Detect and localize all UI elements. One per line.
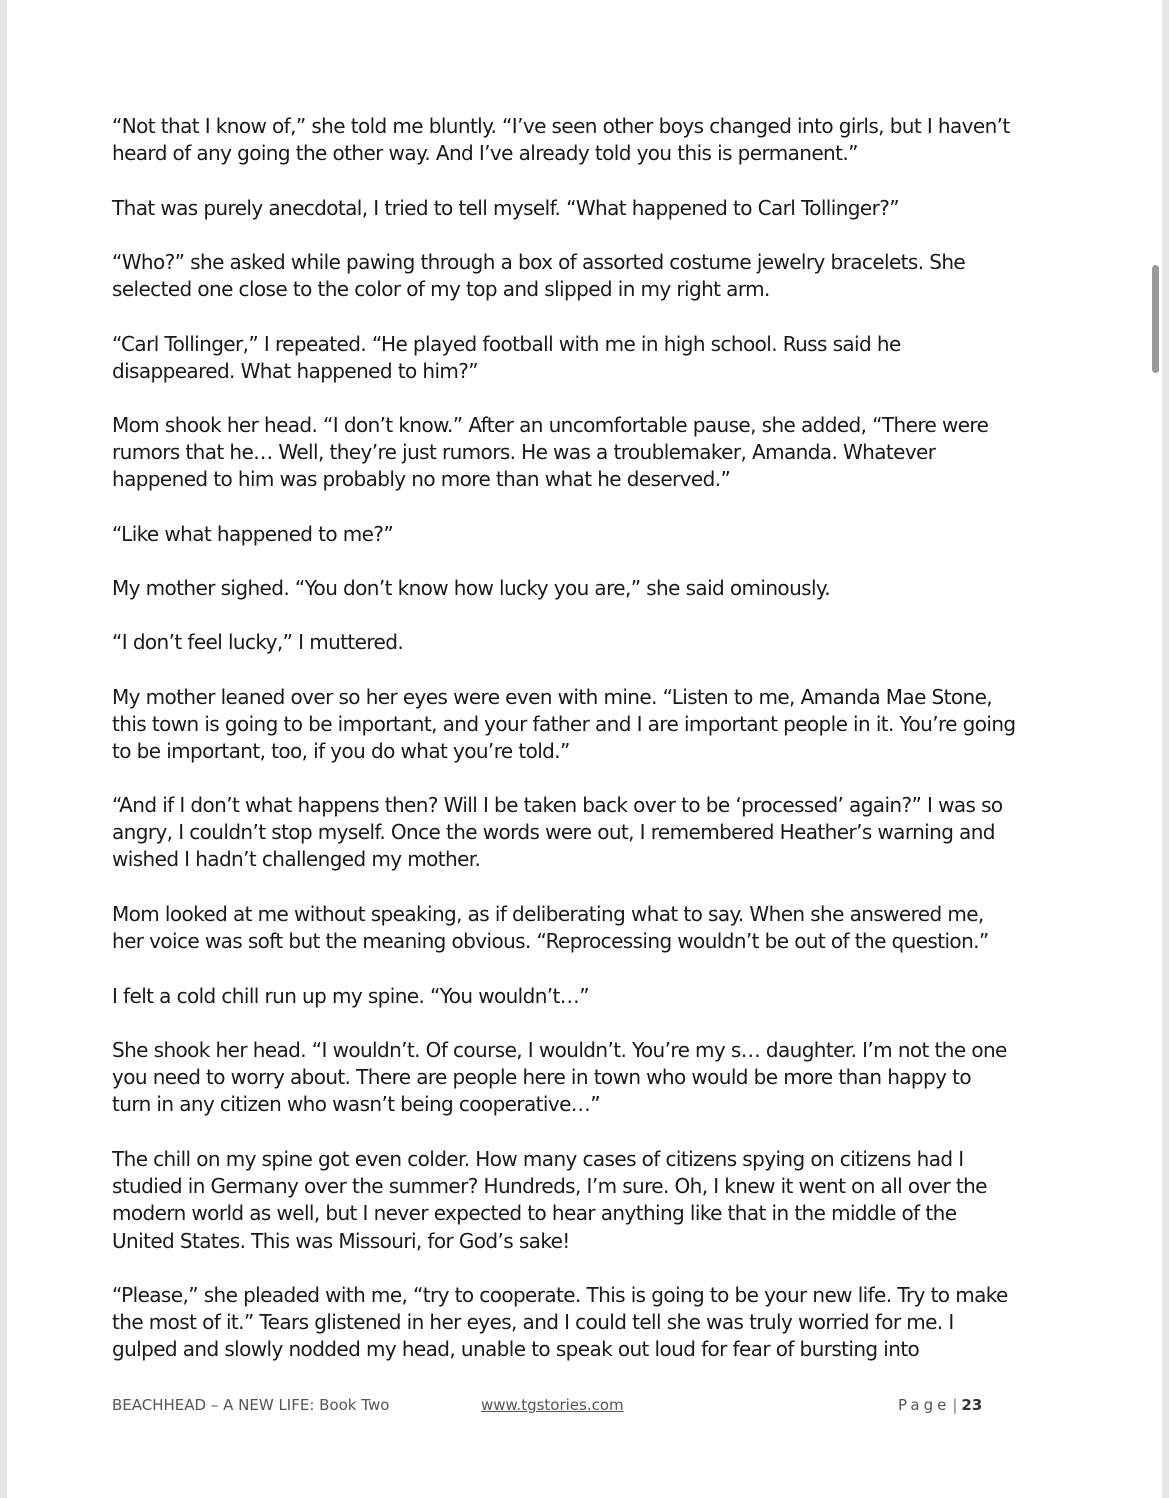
paragraph-8: “I don’t feel lucky,” I muttered. xyxy=(112,630,404,654)
paragraph-12: I felt a cold chill run up my spine. “You wouldn’t…” xyxy=(112,984,589,1008)
paragraph-7: My mother sighed. “You don’t know how lucky you are,” she said ominously. xyxy=(112,576,831,600)
viewer-right-edge xyxy=(1162,0,1169,1498)
footer-page-separator: | xyxy=(952,1396,958,1414)
vertical-scrollbar-thumb[interactable] xyxy=(1152,265,1159,373)
page-footer xyxy=(0,1396,1169,1418)
viewer-left-edge xyxy=(0,0,7,1498)
footer-page-number: 23 xyxy=(961,1396,983,1414)
paragraph-4: “Carl Tollinger,” I repeated. “He played football with me in high school. Russ said he disappeared. What happened to him?” xyxy=(112,332,901,384)
paragraph-6: “Like what happened to me?” xyxy=(112,522,394,546)
paragraph-3: “Who?” she asked while pawing through a box of assorted costume jewelry bracelets. She selected one close to the color of my top and slipped in my right arm. xyxy=(112,250,966,302)
paragraph-14: The chill on my spine got even colder. How many cases of citizens spying on citizens had I studied in Germany over the summer? Hundreds, I’m sure. Oh, I knew it went on all over the modern world as well, but I never expected to hear anything like that in the middle of the United States. This was Missouri, for God’s sake! xyxy=(112,1147,987,1253)
footer-book-title: BEACHHEAD – A NEW LIFE: Book Two xyxy=(112,1396,390,1414)
paragraph-10: “And if I don’t what happens then? Will I be taken back over to be ‘processed’ again?” I was so angry, I couldn’t stop myself. Once the words were out, I remembered Heather’s warning and wished I hadn’t challenged my mother. xyxy=(112,793,1003,872)
paragraph-11: Mom looked at me without speaking, as if deliberating what to say. When she answered me, her voice was soft but the meaning obvious. “Reprocessing wouldn’t be out of the question.” xyxy=(112,902,989,954)
paragraph-15: “Please,” she pleaded with me, “try to cooperate. This is going to be your new life. Try to make the most of it.” Tears glistened in her eyes, and I could tell she was truly worried for me. I gulped and slowly nodded my head, unable to speak out loud for fear of bursting into xyxy=(112,1283,1008,1362)
footer-page-label: Page xyxy=(898,1396,951,1414)
paragraph-5: Mom shook her head. “I don’t know.” After an uncomfortable pause, she added, “There were rumors that he… Well, they’re just rumors. He was a troublemaker, Amanda. Whatever happened to him was probably no more than what he deserved.” xyxy=(112,413,989,492)
footer-website-link[interactable]: www.tgstories.com xyxy=(481,1396,624,1414)
paragraph-2: That was purely anecdotal, I tried to tell myself. “What happened to Carl Tollinger?” xyxy=(112,196,899,220)
paragraph-9: My mother leaned over so her eyes were even with mine. “Listen to me, Amanda Mae Stone, this town is going to be important, and your father and I are important people in it. You’re going to be important, too, if you do what you’re told.” xyxy=(112,685,1016,764)
footer-page-indicator xyxy=(898,1396,982,1414)
paragraph-1: “Not that I know of,” she told me bluntly. “I’ve seen other boys changed into girls, but I haven’t heard of any going the other way. And I’ve already told you this is permanent.” xyxy=(112,114,1010,166)
paragraph-13: She shook her head. “I wouldn’t. Of course, I wouldn’t. You’re my s… daughter. I’m not the one you need to worry about. There are people here in town who would be more than happy to turn in any citizen who wasn’t being cooperative…” xyxy=(112,1038,1007,1117)
